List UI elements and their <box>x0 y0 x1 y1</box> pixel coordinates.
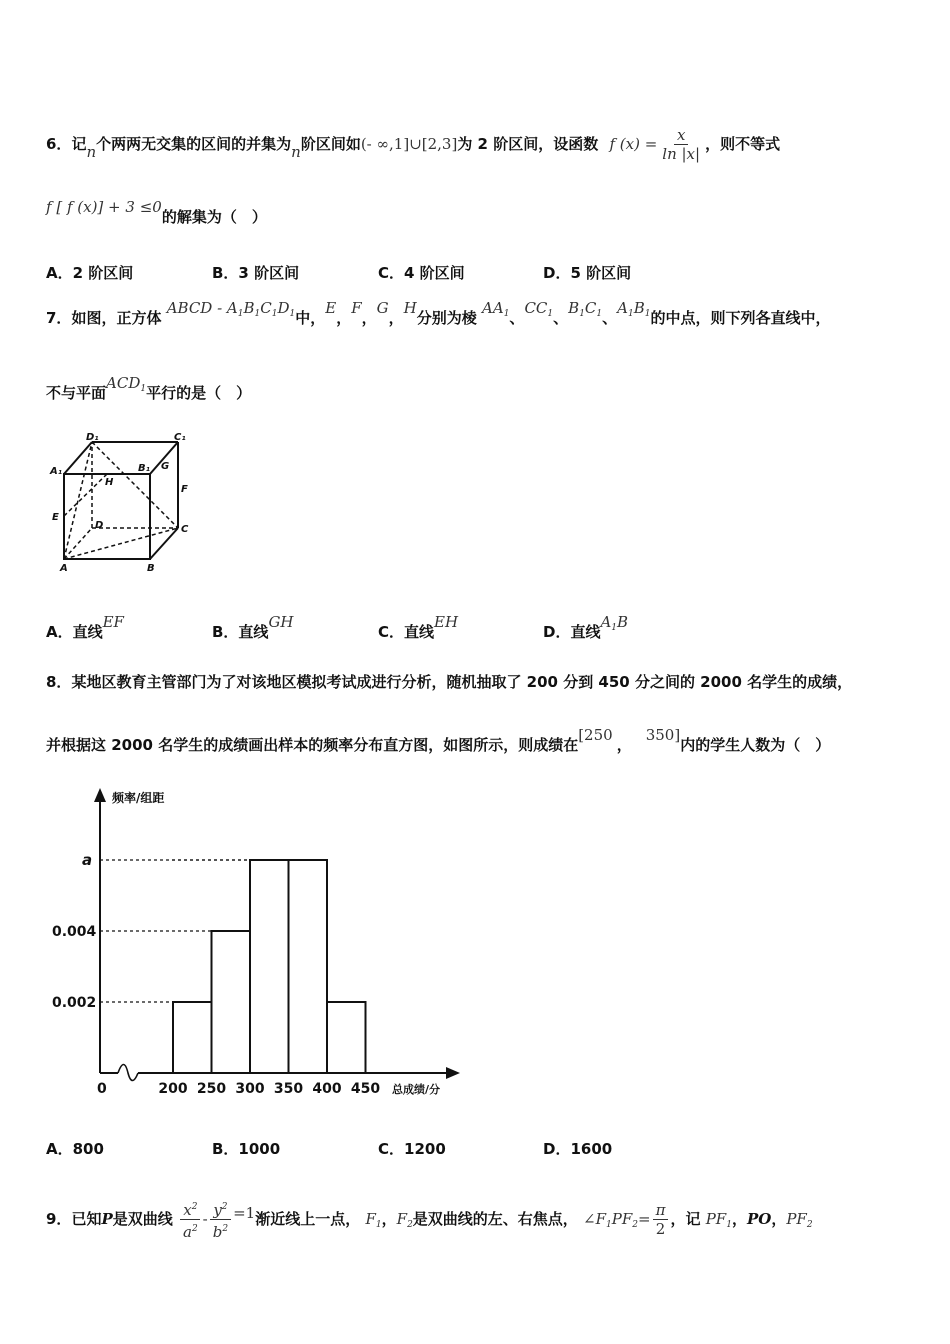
q7-cube-name: ABCD - $A_1B_1C_1D_1$ <box>166 299 296 319</box>
q7-comma: ， <box>336 309 352 327</box>
q9-pf1: $PF_1$ <box>705 1210 732 1230</box>
cube-label-b: B <box>147 563 155 574</box>
cube-label-f: F <box>181 484 188 495</box>
q9-frac-pi2: $\frac{\pi}{2}$ <box>653 1201 669 1238</box>
hist-xtick-2: 250 <box>196 1081 227 1097</box>
cube-label-c: C <box>181 524 189 535</box>
q7-edge-b1c1: $B_1C_1$ <box>568 299 603 319</box>
q9-pf2: $PF_2$ <box>786 1210 813 1230</box>
q9-text: 渐近线上一点， <box>255 1210 361 1228</box>
q7-plane: $ACD_1$ <box>106 374 147 394</box>
cube-label-d1: D₁ <box>86 432 99 443</box>
q8-option-b[interactable]: B．1000 <box>212 1140 281 1158</box>
q8-text: 某地区教育主管部门为了对该地区模拟考试成进行分析，随机抽取了 200 分到 450 分之间的 2000 名学生的成绩， <box>71 673 853 691</box>
q7-line1 <box>46 299 831 335</box>
cube-label-a1: A₁ <box>50 466 63 477</box>
hist-bar-1 <box>212 931 251 1073</box>
cube-line-eh <box>64 474 107 516</box>
q9-comma: ， <box>731 1210 747 1228</box>
q6-fraction <box>659 126 703 163</box>
hist-bar-2 <box>250 860 289 1073</box>
q7-sep: 、 <box>553 309 569 327</box>
q7-text: 的中点，则下列各直线中， <box>650 309 831 327</box>
q7-cube-figure <box>48 430 198 575</box>
q8-option-a[interactable]: A．800 <box>46 1140 104 1158</box>
q8-option-d[interactable]: D．1600 <box>543 1140 613 1158</box>
hist-xlabel: 总成绩/分 <box>392 1083 441 1096</box>
q7-option-d[interactable]: D．直线$A_1B$ <box>543 613 629 641</box>
q7-point-e: E <box>325 299 337 317</box>
q6-inequality: f [ f (x)] + 3 ≤0 <box>46 198 162 216</box>
cube-edge-bc <box>150 528 178 559</box>
q9-eq: = <box>638 1210 651 1228</box>
hist-xtick-3: 300 <box>235 1081 265 1097</box>
cube-line-ac <box>64 528 178 559</box>
q8-line1 <box>46 671 852 693</box>
cube-edge-a1d1 <box>64 442 92 474</box>
q9-po: PO <box>746 1210 772 1228</box>
hist-xtick-0: 0 <box>97 1081 107 1097</box>
q7-text: 中， <box>295 309 326 327</box>
q6-option-d[interactable]: D．5 阶区间 <box>543 264 632 282</box>
q7-edge-a1b1: $A_1B_1$ <box>617 299 651 319</box>
hist-bar-4 <box>327 1002 366 1073</box>
q9-text: ，记 <box>670 1210 701 1228</box>
q6-text: 阶区间如 <box>300 135 361 153</box>
q7-sep: 、 <box>602 309 618 327</box>
q9-frac-y2b2: $\frac{y^2}{b^2}$ <box>210 1198 231 1241</box>
q9-text: 是双曲线 <box>112 1210 173 1228</box>
q8-number: 8． <box>46 673 72 691</box>
q6-option-a[interactable]: A．2 阶区间 <box>46 264 134 282</box>
q6-math-n: n <box>291 143 301 161</box>
q7-text: 不与平面 <box>46 384 107 402</box>
q9-eq-one: =1 <box>233 1204 256 1222</box>
q7-sep: 、 <box>509 309 525 327</box>
hist-axis-break <box>118 1065 138 1081</box>
q7-option-c[interactable]: C．直线EH <box>378 613 459 641</box>
q6-interval-2: [2,3] <box>421 135 458 153</box>
hist-xtick-1: 200 <box>158 1081 188 1097</box>
hist-bar-3 <box>289 860 328 1073</box>
q8-range-start: [250 <box>578 726 613 744</box>
q7-number: 7． <box>46 309 72 327</box>
q6-line1 <box>46 126 780 163</box>
hist-ylabel: 频率/组距 <box>112 791 165 805</box>
q9-number: 9． <box>46 1210 72 1228</box>
q6-frac-num: x <box>674 126 688 145</box>
q6-text: 个两两无交集的区间的并集为 <box>96 135 292 153</box>
q7-option-b[interactable]: B．直线GH <box>212 613 294 641</box>
q7-edge-cc1: $CC_1$ <box>524 299 554 319</box>
q6-interval-1: (- ∞,1] <box>360 135 410 153</box>
q7-point-f: F <box>351 299 362 317</box>
q7-point-g: G <box>376 299 389 317</box>
q7-option-a[interactable]: A．直线EF <box>46 613 124 641</box>
cube-label-d: D <box>95 520 104 531</box>
q8-text: 内的学生人数为（ ） <box>680 736 831 754</box>
q6-text: ，则不等式 <box>705 135 781 153</box>
q6-union: ∪ <box>409 135 422 153</box>
q9-point-p: P <box>101 1210 113 1228</box>
cube-label-h: H <box>105 477 114 488</box>
hist-y-arrow <box>94 788 106 802</box>
q8-histogram <box>40 780 470 1105</box>
cube-label-b1: B₁ <box>138 463 151 474</box>
hist-xtick-4: 350 <box>273 1081 304 1097</box>
q7-line2 <box>46 374 252 410</box>
q8-range-end: 350] <box>645 726 681 744</box>
q6-frac-den: ln |x| <box>662 145 701 163</box>
q8-option-c[interactable]: C．1200 <box>378 1140 446 1158</box>
q7-text: 如图，正方体 <box>71 309 162 327</box>
q8-range-comma: ， <box>616 736 632 754</box>
q9-f2: $F_2$ <box>396 1210 413 1230</box>
q6-number: 6． <box>46 135 72 153</box>
q9-line1 <box>46 1198 813 1241</box>
q6-line2 <box>46 198 267 228</box>
hist-x-arrow <box>446 1067 460 1079</box>
cube-label-c1: C₁ <box>174 432 186 443</box>
q6-option-c[interactable]: C．4 阶区间 <box>378 264 465 282</box>
q9-frac-x2a2: $\frac{x^2}{a^2}$ <box>180 1198 201 1241</box>
q6-text: 的解集为（ ） <box>161 208 267 226</box>
hist-xtick-6: 450 <box>350 1081 381 1097</box>
q9-comma: ， <box>771 1210 787 1228</box>
q7-text: 平行的是（ ） <box>146 384 252 402</box>
hist-xtick-5: 400 <box>312 1081 342 1097</box>
q6-math-n: n <box>86 143 97 161</box>
hist-bar-0 <box>173 1002 212 1073</box>
hist-ytick-0: 0.002 <box>52 995 97 1011</box>
cube-label-e: E <box>52 512 59 523</box>
q6-option-b[interactable]: B．3 阶区间 <box>212 264 300 282</box>
q9-comma: ， <box>381 1210 397 1228</box>
q9-angle: $\angle F_1PF_2$ <box>583 1210 639 1230</box>
q9-text: 已知 <box>71 1210 102 1228</box>
q8-line2 <box>46 726 831 756</box>
hist-ytick-1: 0.004 <box>52 924 97 940</box>
q8-text: 并根据这 2000 名学生的成绩画出样本的频率分布直方图，如图所示，则成绩在 <box>46 736 579 754</box>
cube-label-g: G <box>161 461 170 472</box>
q7-comma: ， <box>361 309 377 327</box>
q9-minus: - <box>202 1210 208 1228</box>
cube-label-a: A <box>60 563 68 574</box>
q6-text: 为 2 阶区间，设函数 <box>457 135 599 153</box>
hist-ytick-2: a <box>82 851 93 869</box>
q7-comma: ， <box>388 309 404 327</box>
q9-text: 是双曲线的左、右焦点， <box>412 1210 578 1228</box>
q7-point-h: H <box>403 299 417 317</box>
cube-line-ad1 <box>64 442 92 559</box>
q7-edge-aa1: $AA_1$ <box>482 299 510 319</box>
q7-text: 分别为棱 <box>416 309 477 327</box>
q6-function-fx: f (x) = <box>609 135 658 153</box>
q9-f1: $F_1$ <box>365 1210 382 1230</box>
q6-text: 记 <box>71 135 87 153</box>
